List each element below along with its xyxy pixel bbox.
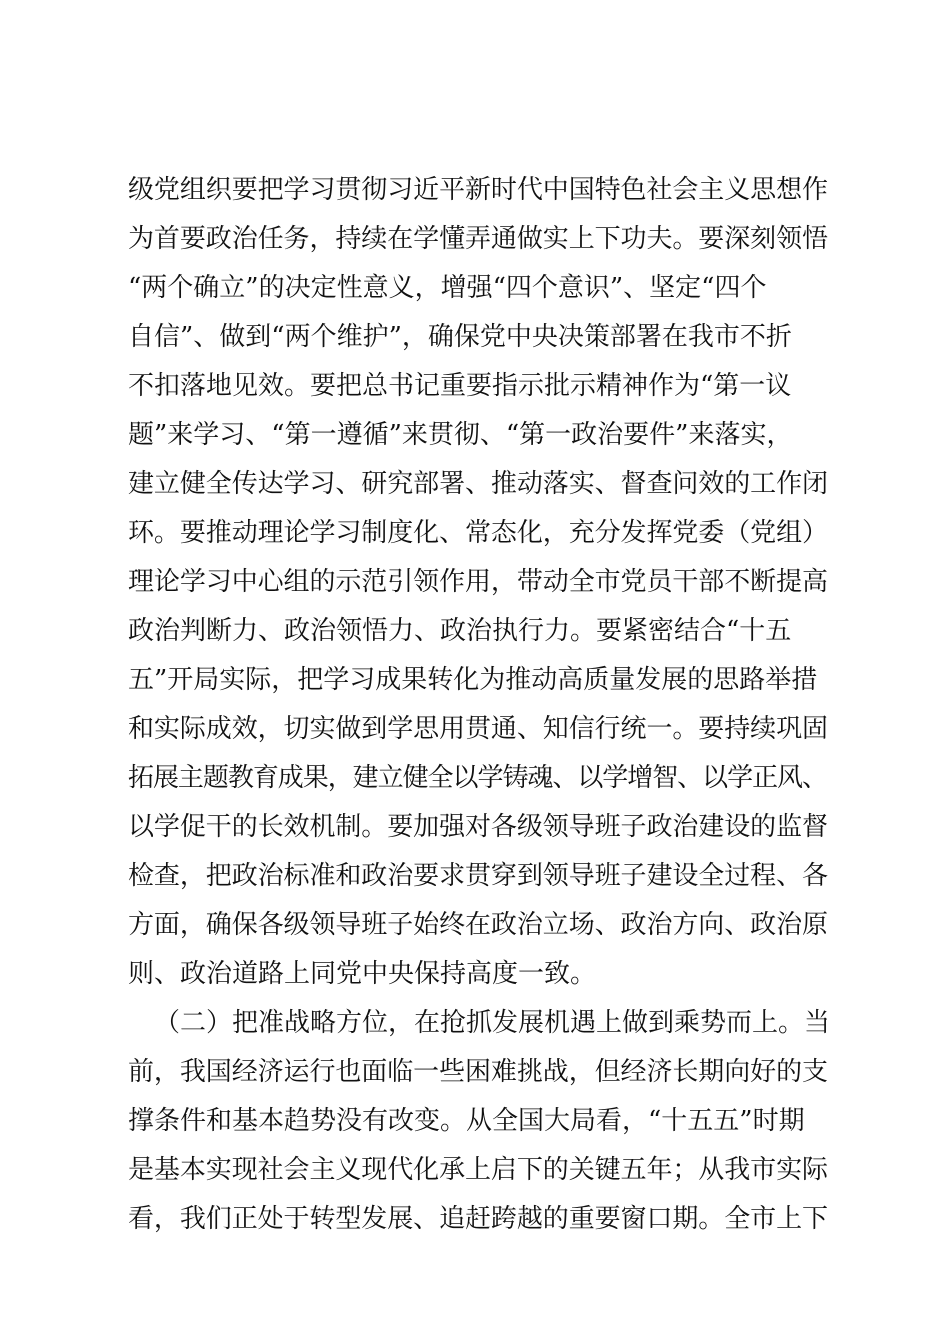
body-text-line: 拓展主题教育成果，建立健全以学铸魂、以学增智、以学正风、 — [128, 763, 827, 793]
body-text-line: 不扣落地见效。要把总书记重要指示批示精神作为“第一议 — [128, 371, 792, 401]
body-text-line: 和实际成效，切实做到学思用贯通、知信行统一。要持续巩固 — [128, 714, 828, 744]
body-text-line: 理论学习中心组的示范引领作用，带动全市党员干部不断提高 — [128, 567, 828, 597]
body-text-line: 为首要政治任务，持续在学懂弄通做实上下功夫。要深刻领悟 — [128, 224, 828, 254]
body-text-line: 级党组织要把学习贯彻习近平新时代中国特色社会主义思想作 — [128, 175, 828, 205]
body-text-line: 建立健全传达学习、研究部署、推动落实、督查问效的工作闭 — [128, 469, 828, 499]
body-text-line: 政治判断力、政治领悟力、政治执行力。要紧密结合“十五 — [128, 616, 792, 646]
section-heading-line: （二）把准战略方位，在抢抓发展机遇上做到乘势而上。当 — [154, 1008, 831, 1038]
body-text-line: 题”来学习、“第一遵循”来贯彻、“第一政治要件”来落实， — [128, 420, 793, 450]
body-text-line: 方面，确保各级领导班子始终在政治立场、政治方向、政治原 — [128, 910, 828, 940]
body-text-line: 则、政治道路上同党中央保持高度一致。 — [128, 959, 597, 989]
body-text-line: 以学促干的长效机制。要加强对各级领导班子政治建设的监督 — [128, 812, 828, 842]
body-text-line: 自信”、做到“两个维护”，确保党中央决策部署在我市不折 — [128, 322, 792, 352]
body-text-line: 看，我们正处于转型发展、追赶跨越的重要窗口期。全市上下 — [128, 1204, 828, 1234]
body-text-line: “两个确立”的决定性意义，增强“四个意识”、坚定“四个 — [128, 273, 767, 303]
body-text-line: 五”开局实际，把学习成果转化为推动高质量发展的思路举措 — [128, 665, 818, 695]
body-text-line: 前，我国经济运行也面临一些困难挑战，但经济长期向好的支 — [128, 1057, 828, 1087]
body-text-line: 检查，把政治标准和政治要求贯穿到领导班子建设全过程、各 — [128, 861, 828, 891]
body-text-line: 撑条件和基本趋势没有改变。从全国大局看，“十五五”时期 — [128, 1106, 805, 1136]
body-text-line: 是基本实现社会主义现代化承上启下的关键五年；从我市实际 — [128, 1155, 828, 1185]
body-text-line: 环。要推动理论学习制度化、常态化，充分发挥党委（党组） — [128, 518, 828, 548]
